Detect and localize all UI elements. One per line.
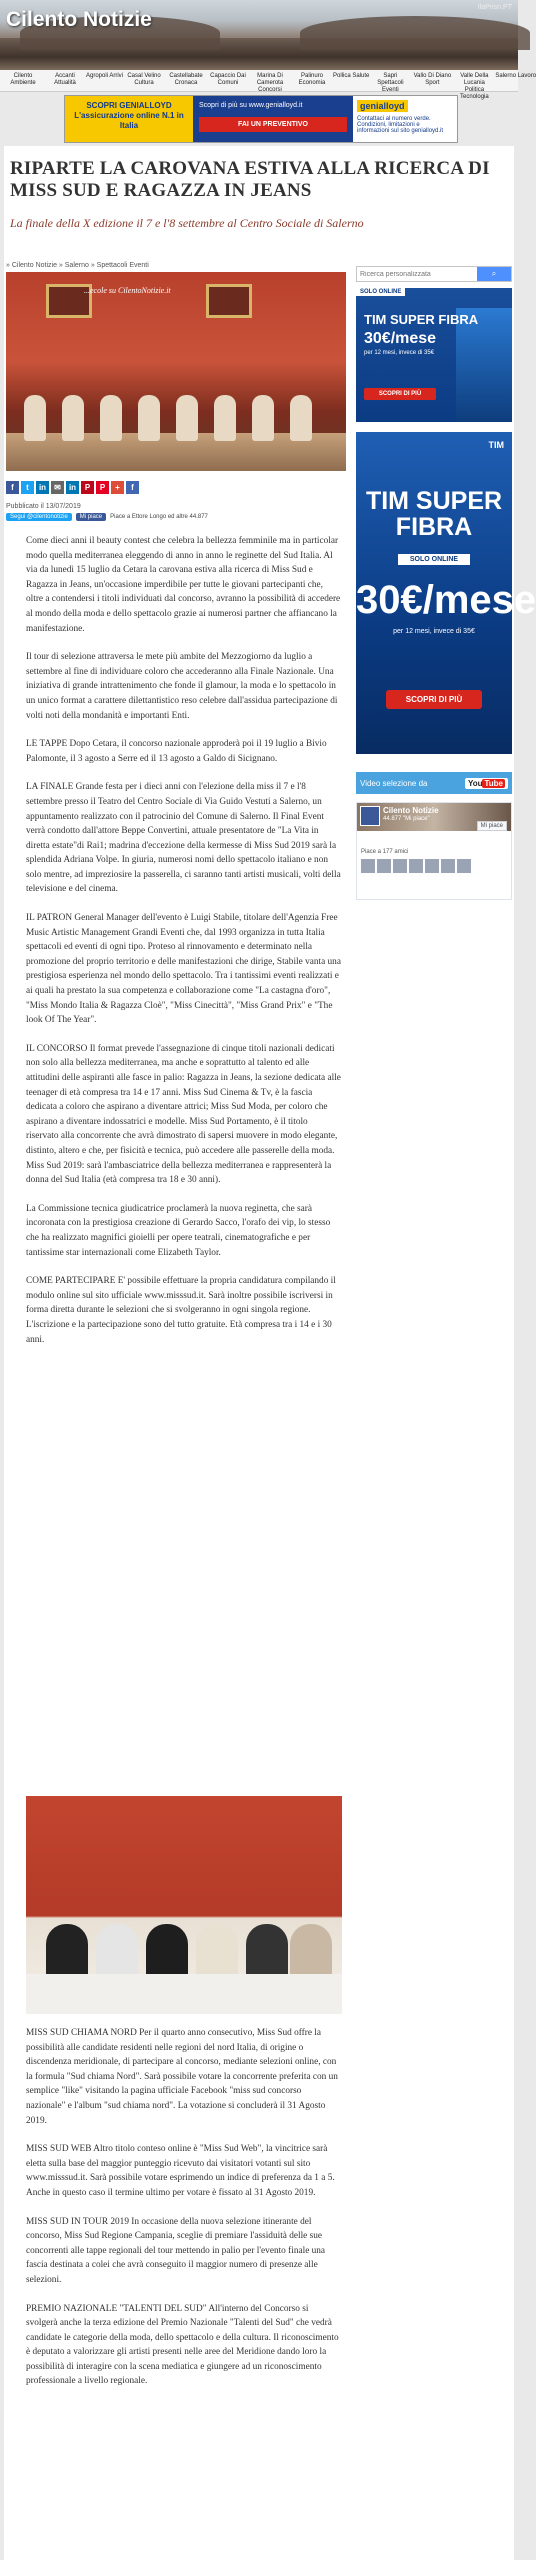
share-button[interactable]: P [81,481,94,494]
article-paragraph: PREMIO NAZIONALE "TALENTI DEL SUD" All'interno del Concorso si svolgerà anche la terza edizione del Premio Nazionale "Talenti del Sud" che vedrà candidate le categorie della moda, dello spettacolo e della cultura. Il riconoscimento è deputato a valorizzare gli artisti presenti nelle aree del Meridione dando loro la possibilità di interagire con la scena mediatica e giungere ad un riconoscimento professionale a livello regionale. [26,2303,339,2387]
nav-item[interactable]: Vallo Di Diano Sport [413,73,452,86]
article-paragraph: MISS SUD CHIAMA NORD Per il quarto anno consecutivo, Miss Sud offre la possibilità alle candidate residenti nelle regioni del nord Italia, di origine o discendenza meridionale, di partecipare al concorso, mediante selezioni online, con la formula "Sud chiama Nord". Sarà possibile votare la concorrente preferita con un semplice "like" visitando la pagina ufficiale Facebook "miss sud concorso nazionale" e l'album "sud chiama nord". La votazione si concluderà il 31 Agosto 2019. [26,2028,338,2126]
ad-banner-left: SCOPRI GENIALLOYD L'assicurazione online N.1 in Italia [65,96,193,142]
article-paragraph: Il tour di selezione attraversa le mete più ambite del Mezzogiorno da luglio a settembre al fine di individuare coloro che accederanno alla Finale Nazionale. Una iniziativa di grande intrattenimento che fonde il glamour, la moda e lo spettacolo in un unico format a carattere dilettantistico reso celebre dall'assidua partecipazione di volti noti della mondanità e importanti Enti. [26,652,338,721]
photo-person [24,395,46,441]
nav-item[interactable]: Capaccio Dai Comuni [210,73,246,86]
site-header [0,0,518,70]
share-button[interactable]: ✉ [51,481,64,494]
photo-person [100,395,122,441]
friend-avatar[interactable] [457,859,471,873]
nav-item[interactable]: Salerno Lavoro [495,73,536,79]
header-hill [300,16,530,50]
main-nav [0,70,536,100]
ad-banner-middle [193,96,353,142]
facebook-page-likes: 44.877 "Mi piace" [383,816,430,822]
tim-ad-small[interactable] [356,288,512,422]
share-button[interactable]: P [96,481,109,494]
article-paragraph: IL CONCORSO Il format prevede l'assegnazione di cinque titoli nazionali dedicati non solo alla bellezza mediterranea, ma anche e soprattutto al talento ed alle attitudini delle aspiranti alle fasce in palio: Ragazza in Jeans, la sezione dedicata alle teenager di età compresa tra 14 e 17 anni. Miss Sud Cinema & Tv, è la fascia dedicata a coloro che aspirano a diventare attrici; Miss Sud Moda, per coloro che aspirano a diventare indossatrici e modelle. Miss Sud Portamento, è il titolo riservato alla concorrente che avrà dimostrato di sapersi muovere in modo elegante, distinto, altero e che, per fisicità e tecnica, può accedere alle passerelle della moda. Miss Sud 2019: sarà l'ambasciatrice della bellezza mediterranea e rappresenterà la donna del Sud Italia (età compresa tra 18 e 30 anni). [26,1043,341,1186]
nav-item[interactable]: Pollica Salute [333,73,370,79]
tim-ad-cta[interactable]: SCOPRI DI PIÙ [364,388,436,400]
article-paragraph: La Commissione tecnica giudicatrice proclamerà la nuova reginetta, che sarà incoronata con la prestigiosa creazione di Gerardo Sacco, l'orafo dei vip, lo stesso che ha realizzato magnifici gioielli per opere teatrali, cinematografiche e per tantissime star internazionali come Elizabeth Taylor. [26,1203,331,1258]
facebook-widget-like-button[interactable]: Mi piace [477,821,507,831]
photo-person [176,395,198,441]
header-corner-text: IlaPrisn.PT [477,4,512,11]
article-headline: RIPARTE LA CAROVANA ESTIVA ALLA RICERCA DI MISS SUD E RAGAZZA IN JEANS [10,158,490,201]
facebook-friend-avatars [361,859,471,873]
facebook-like-count: Piace a Ettore Longo ed altre 44.877 [110,514,208,520]
tim-ad-subtext: per 12 mesi, invece di 35€ [364,350,435,356]
article-subheadline: La finale della X edizione il 7 e l'8 settembre al Centro Sociale di Salerno [10,216,364,230]
nav-item[interactable]: Sapri Spettacoli Eventi [377,73,404,93]
youtube-logo-tube: Tube [484,778,503,788]
search-button[interactable]: ⌕ [477,267,511,281]
share-button[interactable]: f [6,481,19,494]
friend-avatar[interactable] [393,859,407,873]
friend-avatar[interactable] [425,859,439,873]
share-button[interactable]: in [66,481,79,494]
twitter-follow-button[interactable]: Segui @cilentonotizie [6,513,72,521]
article-body-continued [26,2026,342,2403]
tim-ad-badge: SOLO ONLINE [356,288,405,296]
nav-item[interactable]: Casal Velino Cultura [127,73,161,86]
share-button[interactable]: + [111,481,124,494]
article-paragraph: MISS SUD WEB Altro titolo conteso online è "Miss Sud Web", la vincitrice sarà eletta sulla base del maggior punteggio ricevuto dai visitatori votanti sul sito www.misssud.it. Sarà possibile votare esprimendo un indice di preferenza da 1 a 5. Anche in questo caso il termine ultimo per votare è fissato al 31 Agosto 2019. [26,2144,335,2198]
article-paragraph: COME PARTECIPARE E' possibile effettuare la propria candidatura compilando il modulo online sul sito ufficiale www.misssud.it. Sarà inoltre possibile iscriversi in forma diretta durante le selezioni che si svolgeranno in ogni singola regione. L'iscrizione e la partecipazione sono del tutto gratuite. Età compresa tra i 14 e i 30 anni. [26,1276,336,1345]
facebook-friends-text: Piace a 177 amici [361,849,409,855]
nav-item[interactable]: Accanti Attualità [54,73,76,86]
nav-item[interactable]: Castellabate Cronaca [169,73,203,86]
article-photo-2 [26,1796,342,2014]
tim-ad-large-subtext: per 12 mesi, invece di 35€ [393,628,475,635]
facebook-page-widget [356,802,512,900]
share-button[interactable]: f [126,481,139,494]
tim-ad-large-badge: SOLO ONLINE [398,554,470,565]
photo-person [214,395,236,441]
ad-banner-right [353,96,457,142]
tim-ad-large-cta[interactable]: SCOPRI DI PIÙ [386,690,482,709]
tim-ad-large[interactable] [356,432,536,754]
search-input[interactable] [357,267,477,281]
article-paragraph: IL PATRON General Manager dell'evento è Luigi Stabile, titolare dell'Agenzia Free Music Artistic Management Grandi Eventi che, dal 1993 organizza in tutta Italia spettacoli ed eventi di ogni tipo. Proteso al rinnovamento e determinato nella promozione del proprio territorio e delle manifestazioni che dirige, Stabile vanta una prestigiosa esperienza nel mondo dello spettacolo. Tra i tantissimi eventi realizzati e ai quali ha prestato la sua competenza e collaborazione come "La castagna d'oro", "Miss Mondo Italia & Ragazza Cloè", "Miss Cinecittà", "Miss Grand Prix" e "The look Of The Year". [26,913,341,1026]
facebook-page-name[interactable]: Cilento Notizie [383,806,439,815]
tim-ad-large-title: TIM SUPER FIBRA [365,487,503,541]
article-paragraph: MISS SUD IN TOUR 2019 In occasione della nuova selezione itinerante del concorso, Miss Sud Regione Campania, sceglie di premiare l'assiduità delle sue concorrenti alle tappe regionali del tour mettendo in palio per l'evento finale una fascia destinata a colei che avrà conseguito il maggior numero di presenze alle selezioni. [26,2216,326,2285]
custom-search [356,266,512,282]
video-selection-bar[interactable] [356,772,512,794]
article-body [26,534,342,1361]
page-content [4,146,536,2560]
facebook-like-button[interactable]: Mi piace [76,513,106,521]
friend-avatar[interactable] [377,859,391,873]
photo-person [138,395,160,441]
youtube-logo-you: You [467,778,483,788]
friend-avatar[interactable] [361,859,375,873]
photo-person [62,395,84,441]
tim-logo: TIM [488,440,504,450]
photo-wall-painting [206,284,252,318]
video-selection-label: Video selezione da [360,778,428,788]
friend-avatar[interactable] [441,859,455,873]
photo-person [252,395,274,441]
facebook-page-avatar[interactable] [360,806,380,826]
facebook-widget-cover [357,803,511,831]
nav-item[interactable]: Agropoli Arrivi [86,73,124,79]
tim-ad-title: TIM SUPER FIBRA [364,312,479,327]
tim-ad-price: 30€/mese [364,330,437,347]
article-main-photo [6,272,346,471]
article-paragraph: Come dieci anni il beauty contest che celebra la bellezza femminile ma in particolar modo quella mediterranea eleggendo di anno in anno le reginette del Sud Italia. Al via da lunedì 15 luglio da Cetara la carovana estiva alla ricerca di Miss Sud e Ragazza in Jeans, un'occasione imperdibile per tutte le giovani partecipanti che, oltre a contendersi i titoli individuati dal concorso, avranno la possibilità di accedere al mondo della moda e dello spettacolo grazie ai numerosi partner che affiancano la manifestazione. [26,536,341,634]
site-title[interactable]: Cilento Notizie [6,8,152,31]
share-button[interactable]: t [21,481,34,494]
friend-avatar[interactable] [409,859,423,873]
nav-item[interactable]: Palinuro Economia [298,73,326,86]
youtube-icon [465,778,508,789]
breadcrumb[interactable]: » Cilento Notizie » Salerno » Spettacoli Eventi [6,262,149,269]
ad-banner-right-text: Contattaci al numero verde. Condizioni, limitazioni e informazioni sul sito genialloyd.it [357,116,444,134]
nav-item[interactable]: Valle Della Lucania Politica Tecnologia [460,73,489,100]
share-bar [6,481,139,494]
tim-ad-large-price: 30€/mese [356,578,536,622]
nav-item[interactable]: Cilento Ambiente [10,73,36,86]
article-paragraph: LE TAPPE Dopo Cetara, il concorso nazionale approderà poi il 19 luglio a Bivio Palomonte, il 3 agosto a Serre ed il 13 agosto a Galdo di Sicignano. [26,739,327,764]
genialloyd-ad-banner[interactable] [64,95,458,143]
social-row [6,513,208,521]
share-button[interactable]: in [36,481,49,494]
ad-banner-cta-button[interactable]: FAI UN PREVENTIVO [199,117,347,132]
ad-banner-mid-text: Scopri di più su www.genialloyd.it [199,102,303,109]
publication-date: Pubblicato il 13/07/2019 [6,503,81,510]
nav-item[interactable]: Marina Di Camerota Concorsi [256,73,284,93]
article-paragraph: LA FINALE Grande festa per i dieci anni con l'elezione della miss il 7 e l'8 settembre presso il Teatro del Centro Sociale di Via Guido Vestuti a Salerno, un appuntamento realizzato con il patrocinio del Comune di Salerno. Il Final Event verrà condotto dall'attore Beppe Convertini, attuale presentatore de "La Vita in diretta estate"di Rai1; madrina d'eccezione della kermesse di Miss Sud 2019 sarà la splendida Adriana Volpe. In giuria, numerosi nomi dello spettacolo italiano e non solo mentre, ad impreziosire la passerella, ci saranno tanti artisti musicali, volti della televisione e del cinema. [26,782,341,895]
photo-person [290,395,312,441]
photo-caption: ...ecole su CilentoNotizie.it [84,286,171,295]
photo-table [26,1974,342,2014]
ad-banner-brand-logo: genialloyd [357,100,408,112]
